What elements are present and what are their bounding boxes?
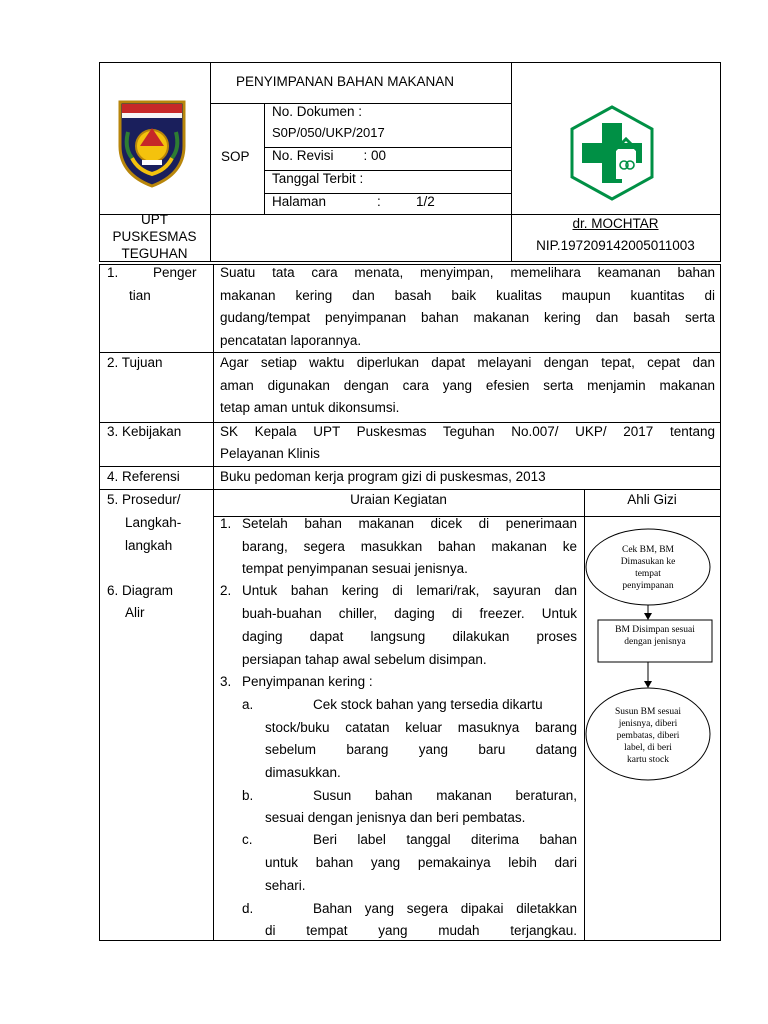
halaman-value: 1/2	[416, 194, 435, 209]
pengertian-label-b: tian	[129, 288, 151, 303]
step-3b-line-1: Susun bahan makanan beraturan,	[313, 788, 577, 803]
step-3c-line-3: sehari.	[265, 878, 306, 893]
step-3-title: Penyimpanan kering :	[242, 674, 373, 689]
kebijakan-line-1: SK Kepala UPT Puskesmas Teguhan No.007/ UKP/ 2017 tentang	[220, 424, 715, 439]
step-3a-line-2: stock/buku catatan keluar masuknya barang	[265, 720, 577, 735]
flow-node-3-line-1: Susun BM sesuai	[615, 707, 681, 717]
sop-label: SOP	[221, 149, 250, 164]
no-dokumen-value: S0P/050/UKP/2017	[272, 125, 385, 140]
flow-node-1-line-3: tempat	[635, 569, 661, 579]
flow-node-1-line-1: Cek BM, BM	[622, 545, 674, 555]
pengertian-label-a: Penger	[153, 265, 197, 280]
org-name-line2: PUSKESMAS	[112, 229, 197, 244]
step-3a-line-4: dimasukkan.	[265, 765, 341, 780]
step-3d-line-2: di tempat yang mudah terjangkau.	[265, 923, 577, 938]
puskesmas-logo	[564, 105, 660, 201]
step-1-line-3: tempat penyimpanan sesuai jenisnya.	[242, 561, 468, 576]
flow-node-2-line-1: BM Disimpan sesuai	[615, 625, 695, 635]
flow-node-1-line-4: penyimpanan	[622, 581, 674, 591]
diagram-label-b: Alir	[125, 605, 145, 620]
flow-node-3-line-3: pembatas, diberi	[616, 731, 680, 741]
tujuan-line-3: tetap aman untuk dikonsumsi.	[220, 400, 400, 415]
step-3-number: 3.	[220, 674, 232, 689]
tujuan-label: 2. Tujuan	[107, 355, 163, 370]
step-2-number: 2.	[220, 583, 232, 598]
regional-emblem-logo	[114, 98, 190, 188]
flow-node-1-line-2: Dimasukan ke	[620, 557, 676, 567]
referensi-label: 4. Referensi	[107, 469, 180, 484]
step-3a-line-3: sebelum barang yang baru datang	[265, 742, 577, 757]
step-3c-line-1: Beri label tanggal diterima bahan	[313, 832, 577, 847]
step-3b-number: b.	[242, 788, 254, 803]
pengertian-line-1: Suatu tata cara menata, menyimpan, memelihara keamanan bahan	[220, 265, 715, 280]
kebijakan-line-2: Pelayanan Klinis	[220, 446, 320, 461]
signer-name-text: dr. MOCHTAR	[572, 216, 659, 231]
step-1-number: 1.	[220, 516, 232, 531]
tujuan-line-2: aman digunakan dengan cara yang efesien serta menjamin makanan	[220, 378, 715, 393]
document-title: PENYIMPANAN BAHAN MAKANAN	[236, 74, 455, 89]
diagram-label-a: 6. Diagram	[107, 583, 174, 598]
step-3d-line-1: Bahan yang segera dipakai diletakkan	[313, 901, 577, 916]
step-3b-line-2: sesuai dengan jenisnya dan beri pembatas.	[265, 810, 526, 825]
step-3c-line-2: untuk bahan yang pemakainya lebih dari	[265, 855, 577, 870]
referensi-text: Buku pedoman kerja program gizi di puskesmas, 2013	[220, 469, 546, 484]
tanggal-terbit: Tanggal Terbit :	[272, 171, 364, 186]
step-1-line-2: barang, segera masukkan bahan makanan ke	[242, 539, 577, 554]
pengertian-number: 1.	[107, 265, 119, 280]
step-1-line-1: Setelah bahan makanan dicek di penerimaan	[242, 516, 577, 531]
step-3c-number: c.	[242, 832, 253, 847]
column-header-uraian: Uraian Kegiatan	[350, 492, 447, 507]
prosedur-label-a: 5. Prosedur/	[107, 492, 181, 507]
no-dokumen-label: No. Dokumen :	[272, 104, 363, 119]
column-header-ahli-gizi: Ahli Gizi	[627, 492, 677, 507]
flow-node-3-line-4: label, di beri	[624, 743, 672, 753]
signer-name	[511, 213, 720, 236]
kebijakan-label: 3. Kebijakan	[107, 424, 182, 439]
halaman-label: Halaman	[272, 194, 327, 209]
step-2-line-3: daging dapat langsung dilakukan proses	[242, 629, 577, 644]
step-2-line-2: buah-buahan chiller, daging di freezer. Untuk	[242, 606, 577, 621]
step-2-line-4: persiapan tahap awal sebelum disimpan.	[242, 652, 487, 667]
pengertian-line-3: gudang/tempat penyimpanan bahan makanan kering dan basah serta	[220, 310, 715, 325]
step-2-line-1: Untuk bahan kering di lemari/rak, sayuran dan	[242, 583, 577, 598]
step-3a-number: a.	[242, 697, 254, 712]
pengertian-line-4: pencatatan laporannya.	[220, 333, 362, 348]
step-3d-number: d.	[242, 901, 254, 916]
flow-node-3-line-5: kartu stock	[627, 755, 669, 765]
no-revisi: No. Revisi : 00	[272, 148, 387, 163]
prosedur-label-c: langkah	[125, 538, 173, 553]
pengertian-line-2: makanan kering dan basah baik kualitas maupun kuantitas di	[220, 288, 715, 303]
signer-nip: NIP.197209142005011003	[536, 238, 695, 253]
flow-node-3-line-2: jenisnya, diberi	[618, 719, 678, 729]
org-name-line1: UPT	[141, 212, 168, 227]
org-name-line3: TEGUHAN	[121, 246, 188, 261]
halaman-separator: :	[377, 194, 381, 209]
flow-node-2-line-2: dengan jenisnya	[624, 637, 686, 647]
step-3a-line-1: Cek stock bahan yang tersedia dikartu	[313, 697, 543, 712]
tujuan-line-1: Agar setiap waktu diperlukan dapat melayani dengan tepat, cepat dan	[220, 355, 715, 370]
prosedur-label-b: Langkah-	[125, 515, 182, 530]
